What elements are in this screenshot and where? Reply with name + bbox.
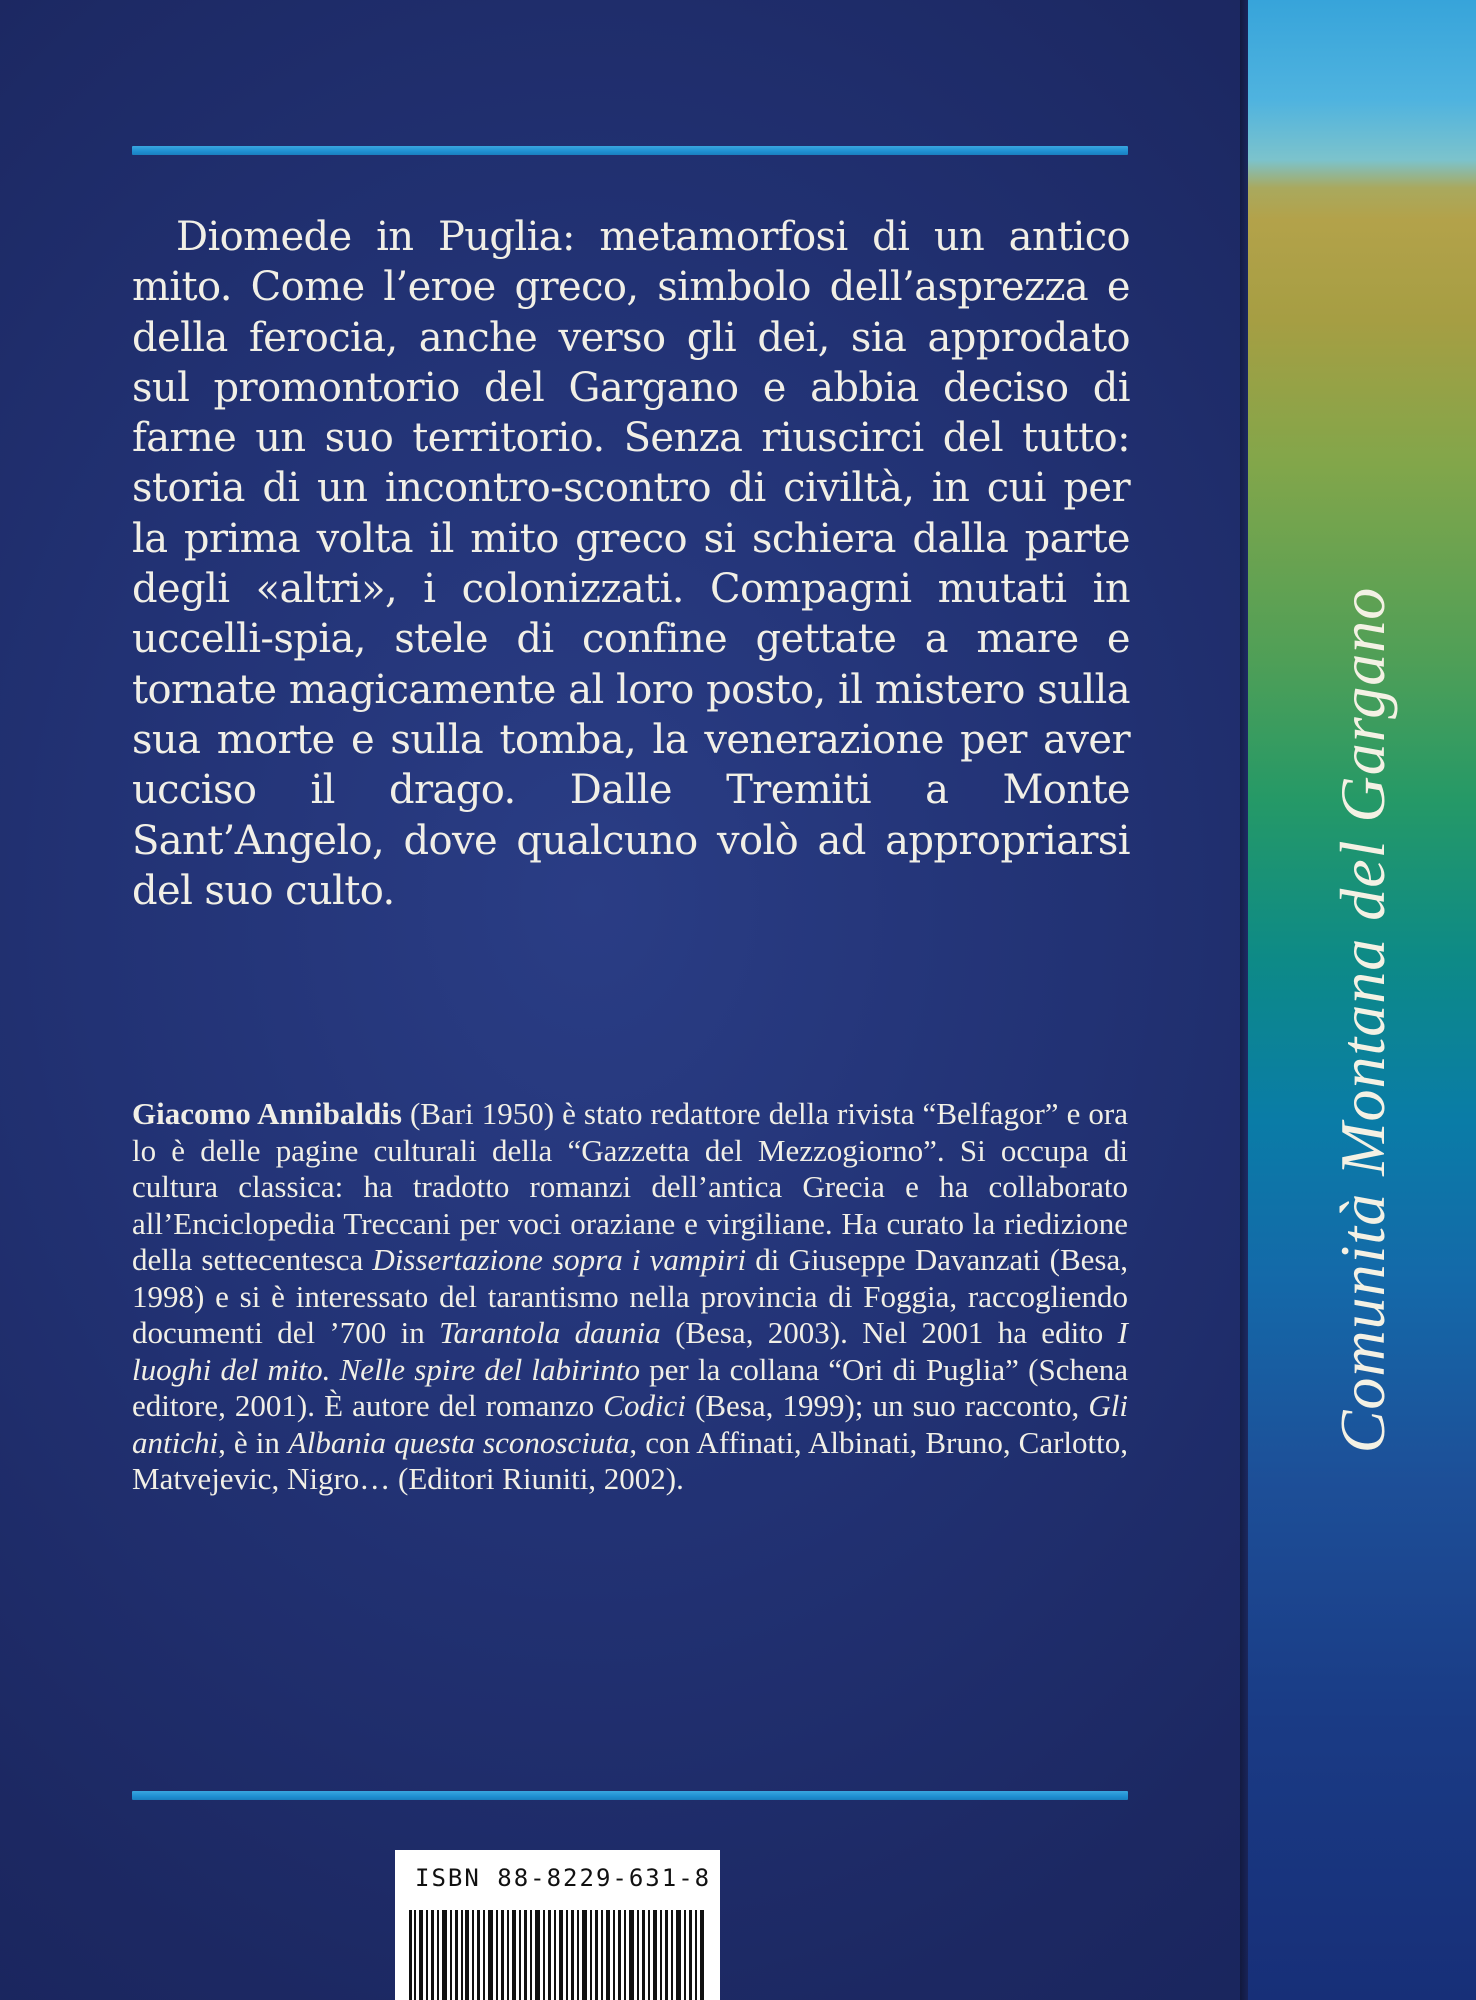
bottom-divider-rule (132, 1791, 1128, 1800)
bio-title-antichi: Gli antichi (132, 1388, 1129, 1460)
bio-text-3: (Besa, 2003). Nel 2001 ha edito (660, 1315, 1118, 1350)
isbn-barcode-box (395, 1850, 720, 2000)
bio-title-codici: Codici (603, 1388, 686, 1423)
bio-text-5: (Besa, 1999); un suo racconto, (685, 1388, 1089, 1423)
bio-text-1: (Bari 1950) è stato redattore della rivista “Belfagor” e ora lo è delle pagine culturali della “Gazzetta del Mezzogiorno”. Si occupa di cultura classica: ha tradotto romanzi dell’antica Grecia e ha collaborato all’Enciclopedia Treccani per voci oraziane e virgiliane. Ha curato la riedizione della settecentesca (132, 1096, 1128, 1277)
isbn-label: ISBN 88-8229-631-8 (415, 1864, 712, 1892)
bio-text-7: , con Affinati, Albinati, Bruno, Carlotto, Matvejevic, Nigro… (Editori Riuniti, 2002). (132, 1424, 1128, 1496)
bio-title-luoghi: I luoghi del mito. Nelle spire del labirinto (132, 1315, 1128, 1387)
author-biography (132, 1096, 1128, 1498)
bio-title-tarantola: Tarantola daunia (439, 1315, 661, 1350)
bio-text-6: , è in (218, 1424, 288, 1460)
synopsis-text: Diomede in Puglia: metamorfosi di un antico mito. Come l’eroe greco, simbolo dell’asprezza e della ferocia, anche verso gli dei, sia approdato sul promontorio del Gargano e abbia deciso di farne un suo territorio. Senza riuscirci del tutto: storia di un incontro-scontro di civiltà, in cui per la prima volta il mito greco si schiera dalla parte degli «altri», i colonizzati. Compagni mutati in uccelli-spia, stele di confine gettate a mare e tornate magicamente al loro posto, il mistero sulla sua morte e sulla tomba, la venerazione per aver ucciso il drago. Dalle Tremiti a Monte Sant’Angelo, dove qualcuno volò ad appropriarsi del suo culto. (132, 214, 1130, 914)
spine-publisher-title: Comunità Montana del Gargano (1327, 586, 1398, 1454)
bio-title-dissertazione: Dissertazione sopra i vampiri (372, 1242, 747, 1277)
bio-text-4: per la collana “Ori di Puglia” (Schena editore, 2001). È autore del romanzo (132, 1351, 1128, 1423)
bio-title-albania: Albania questa sconosciuta (287, 1424, 630, 1460)
barcode-icon (407, 1910, 707, 2000)
bio-text-2: di Giuseppe Davanzati (Besa, 1998) e si è interessato del tarantismo nella provincia di Foggia, raccogliendo documenti del ’700 in (132, 1242, 1128, 1350)
top-divider-rule (132, 146, 1128, 155)
author-name: Giacomo Annibaldis (132, 1096, 402, 1131)
